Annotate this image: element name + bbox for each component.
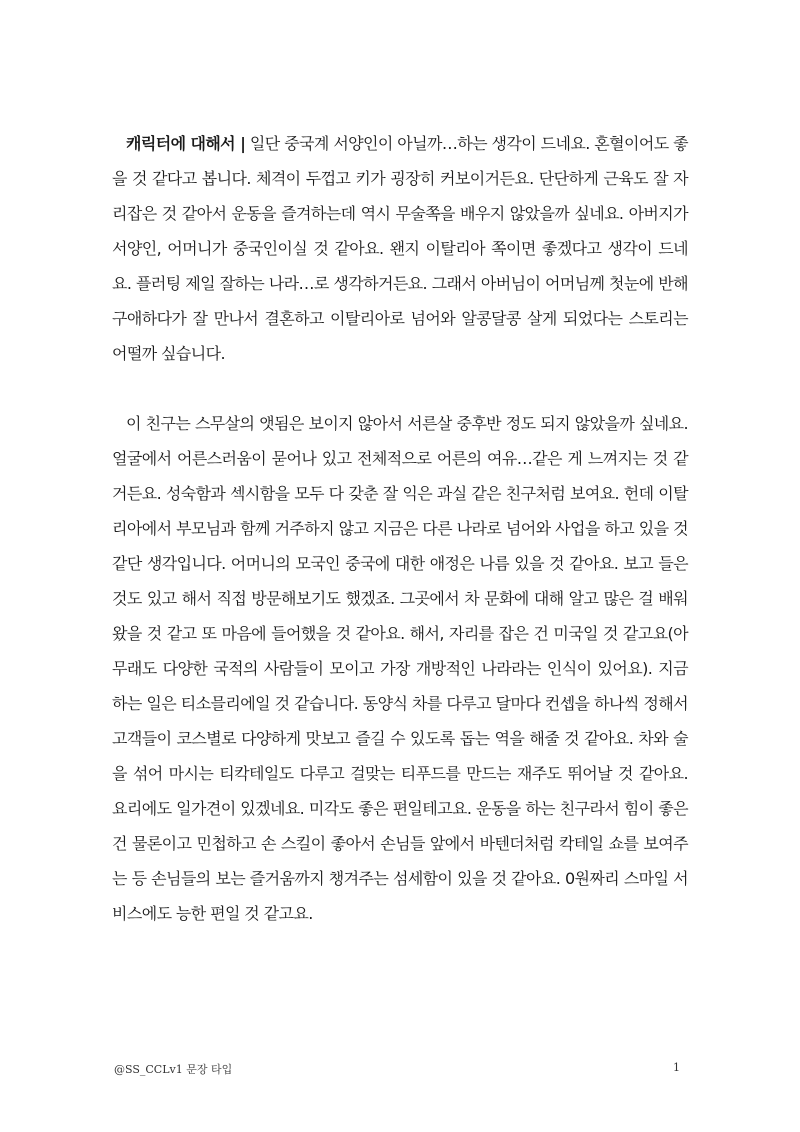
paragraph-background — [112, 406, 688, 931]
paragraph-text: 일단 중국계 서양인이 아닐까…하는 생각이 드네요. 혼혈이어도 좋을 것 같다고 봅니다. 체격이 두껍고 키가 굉장히 커보이거든요. 단단하게 근육도 잘 자리잡은 것 같아서 운동을 즐겨하는데 역시 무술쪽을 배우지 않았을까 싶네요. 아버지가 서양인, 어머니가 중국인이실 것 같아요. 왠지 이탈리아 쪽이면 좋겠다고 생각이 드네요. 플러팅 제일 잘하는 나라…로 생각하거든요. 그래서 아버님이 어머님께 첫눈에 반해 구애하다가 잘 만나서 결혼하고 이탈리아로 넘어와 알콩달콩 살게 되었다는 스토리는 어떨까 싶습니다. — [112, 134, 688, 363]
footer-label: @SS_CCLv1 문장 타입 — [114, 1063, 233, 1076]
document-body — [112, 126, 688, 931]
section-heading: 캐릭터에 대해서 | — [126, 134, 246, 153]
paragraph-text: 이 친구는 스무살의 앳됨은 보이지 않아서 서른살 중후반 정도 되지 않았을까 싶네요. 얼굴에서 어른스러움이 묻어나 있고 전체적으로 어른의 여유…같은 게 느껴지는 것 같거든요. 성숙함과 섹시함을 모두 다 갖춘 잘 익은 과실 같은 친구처럼 보여요. 헌데 이탈리아에서 부모님과 함께 거주하지 않고 지금은 다른 나라로 넘어와 사업을 하고 있을 것 같단 생각입니다. 어머니의 모국인 중국에 대한 애정은 나름 있을 것 같아요. 보고 들은 것도 있고 해서 직접 방문해보기도 했겠죠. 그곳에서 차 문화에 대해 알고 많은 걸 배워왔을 것 같고 또 마음에 들어했을 것 같아요. 해서, 자리를 잡은 건 미국일 것 같고요(아무래도 다양한 국적의 사람들이 모이고 가장 개방적인 나라라는 인식이 있어요). 지금 하는 일은 티소믈리에일 것 같습니다. 동양식 차를 다루고 달마다 컨셉을 하나씩 정해서 고객들이 코스별로 다양하게 맛보고 즐길 수 있도록 돕는 역을 해줄 것 같아요. 차와 술을 섞어 마시는 티칵테일도 다루고 걸맞는 티푸드를 만드는 재주도 뛰어날 것 같아요. 요리에도 일가견이 있겠네요. 미각도 좋은 편일테고요. 운동을 하는 친구라서 힘이 좋은 건 물론이고 민첩하고 손 스킬이 좋아서 손님들 앞에서 바텐더처럼 칵테일 쇼를 보여주는 등 손님들의 보는 즐거움까지 챙겨주는 섬세함이 있을 것 같아요. 0원짜리 스마일 서비스에도 능한 편일 것 같고요. — [112, 414, 688, 923]
paragraph-character — [112, 126, 688, 371]
page-number: 1 — [673, 1061, 680, 1074]
